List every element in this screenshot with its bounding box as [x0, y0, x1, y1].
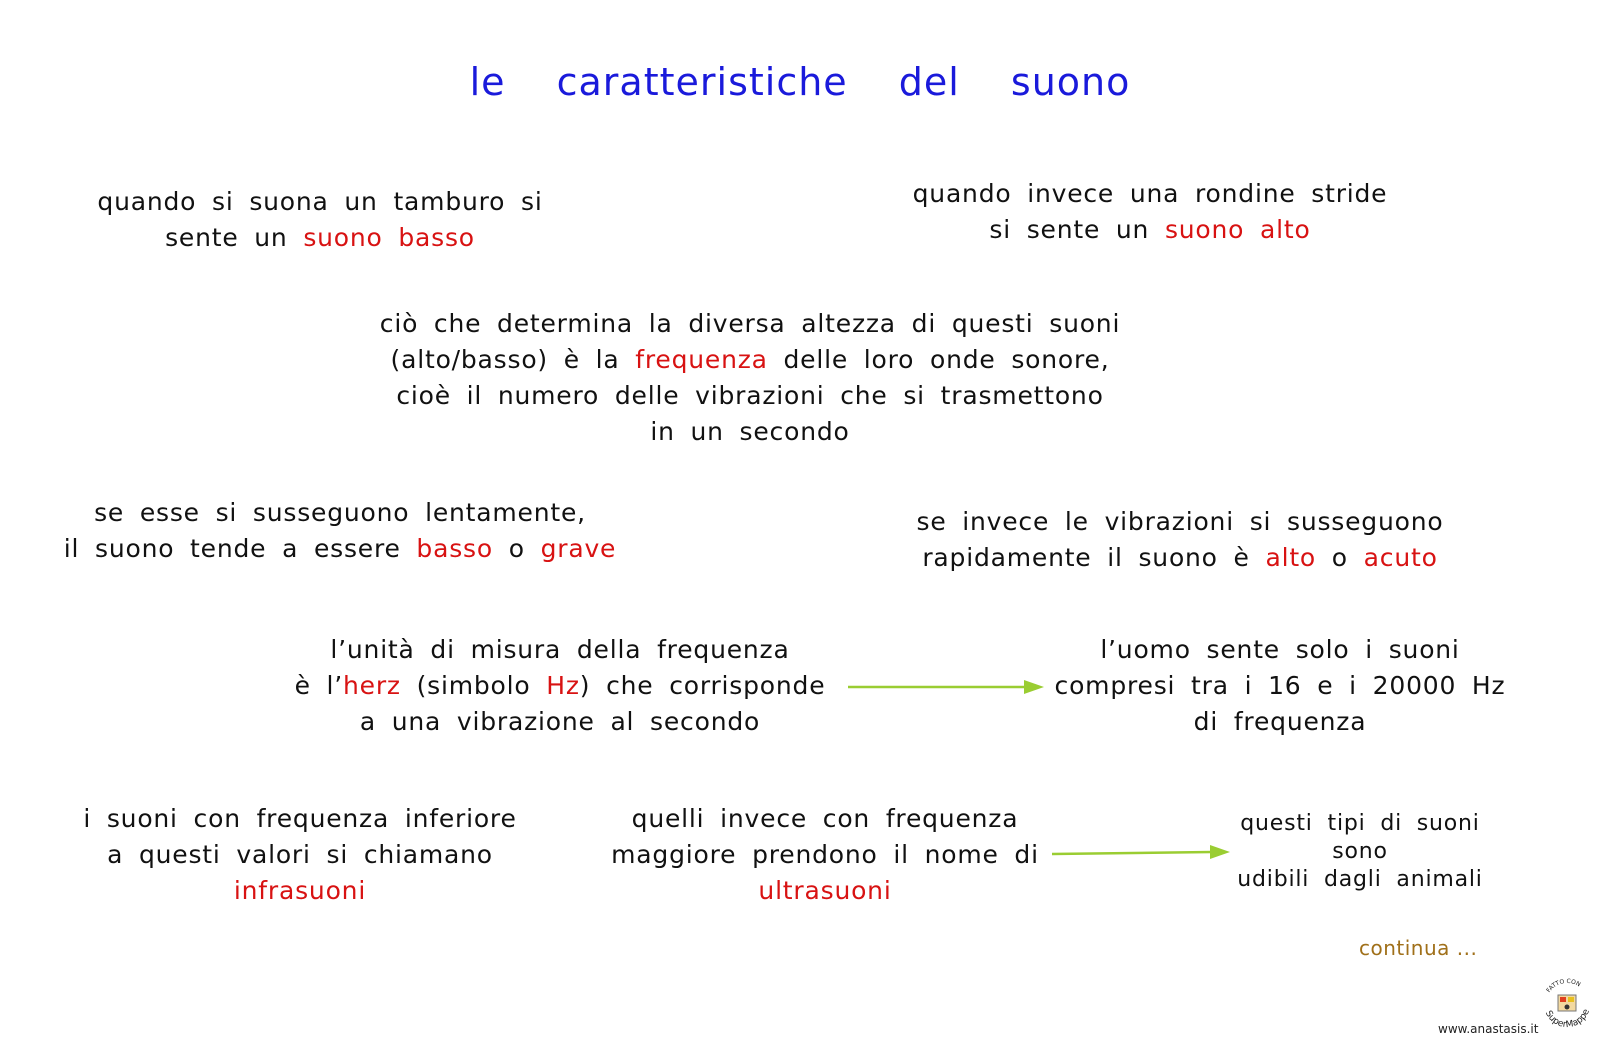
infra-highlight: infrasuoni: [233, 876, 367, 905]
infra-line1: i suoni con frequenza inferiore: [83, 804, 517, 833]
slow-line1: se esse si susseguono lentamente,: [94, 498, 586, 527]
slow-prefix: il suono tende a essere: [63, 534, 401, 563]
unit-symbol-label: (simbolo: [416, 671, 531, 700]
arrow-right-icon: [1050, 842, 1232, 864]
human-line3: di frequenza: [1193, 707, 1367, 736]
page-title: le caratteristiche del suono: [469, 60, 1131, 104]
unit-line3: a una vibrazione al secondo: [359, 707, 761, 736]
frequency-prefix: (alto/basso) è la: [390, 345, 620, 374]
high-sound-highlight: suono alto: [1164, 215, 1311, 244]
fast-conj: o: [1331, 543, 1348, 572]
unit-herz: herz: [343, 671, 401, 700]
high-sound-line2: [880, 212, 1420, 248]
frequency-text: [330, 306, 1170, 450]
high-sound-prefix: si sente un: [989, 215, 1150, 244]
frequency-highlight: frequenza: [635, 345, 768, 374]
slow-vibrations-text: [40, 495, 640, 567]
unit-hz: Hz: [546, 671, 580, 700]
human-line2: compresi tra i 16 e i 20000 Hz: [1054, 671, 1506, 700]
animals-text: [1220, 810, 1500, 894]
fast-vibrations-text: [880, 504, 1480, 576]
arrow-right-icon: [846, 676, 1046, 698]
ultrasound-text: [580, 801, 1070, 909]
animals-line2: sono: [1332, 839, 1388, 864]
fast-line1: se invece le vibrazioni si susseguono: [916, 507, 1444, 536]
low-sound-prefix: sente un: [165, 223, 288, 252]
slow-highlight-grave: grave: [540, 534, 617, 563]
supermappe-logo-icon: [1538, 974, 1596, 1032]
slow-highlight-basso: basso: [416, 534, 493, 563]
ultra-highlight: ultrasuoni: [758, 876, 892, 905]
footer-url: www.anastasis.it: [1438, 1022, 1539, 1036]
unit-prefix: è l’: [294, 671, 344, 700]
frequency-line3: cioè il numero delle vibrazioni che si trasmettono: [396, 381, 1104, 410]
slow-line2: [40, 531, 640, 567]
frequency-line2: [330, 342, 1170, 378]
animals-line1: questi tipi di suoni: [1240, 811, 1480, 836]
low-sound-line1: quando si suona un tamburo si: [97, 187, 543, 216]
fast-line2: [880, 540, 1480, 576]
infrasound-text: [50, 801, 550, 909]
infra-line2: a questi valori si chiamano: [107, 840, 493, 869]
unit-suffix: ) che corrisponde: [579, 671, 826, 700]
fast-highlight-acuto: acuto: [1363, 543, 1438, 572]
low-sound-text: [60, 184, 580, 256]
high-sound-line1: quando invece una rondine stride: [912, 179, 1388, 208]
logo-top-text: FATTO CON: [1545, 977, 1582, 994]
unit-line1: l’unità di misura della frequenza: [330, 635, 790, 664]
low-sound-highlight: suono basso: [303, 223, 475, 252]
low-sound-line2: [60, 220, 580, 256]
animals-line3: udibili dagli animali: [1237, 867, 1483, 892]
slow-conj: o: [508, 534, 525, 563]
unit-line2: [260, 668, 860, 704]
unit-text: [260, 632, 860, 740]
human-hearing-text: [1040, 632, 1520, 740]
fast-highlight-alto: alto: [1265, 543, 1317, 572]
svg-text:FATTO CON: [1545, 978, 1581, 994]
continue-link[interactable]: continua ...: [1359, 936, 1478, 960]
frequency-suffix: delle loro onde sonore,: [783, 345, 1110, 374]
high-sound-text: [880, 176, 1420, 248]
frequency-line1: ciò che determina la diversa altezza di questi suoni: [379, 309, 1121, 338]
logo-bottom-text: SuperMappe: [1542, 1007, 1592, 1031]
ultra-line2: maggiore prendono il nome di: [611, 840, 1039, 869]
fast-prefix: rapidamente il suono è: [922, 543, 1250, 572]
frequency-line4: in un secondo: [650, 417, 850, 446]
human-line1: l’uomo sente solo i suoni: [1100, 635, 1460, 664]
ultra-line1: quelli invece con frequenza: [631, 804, 1019, 833]
